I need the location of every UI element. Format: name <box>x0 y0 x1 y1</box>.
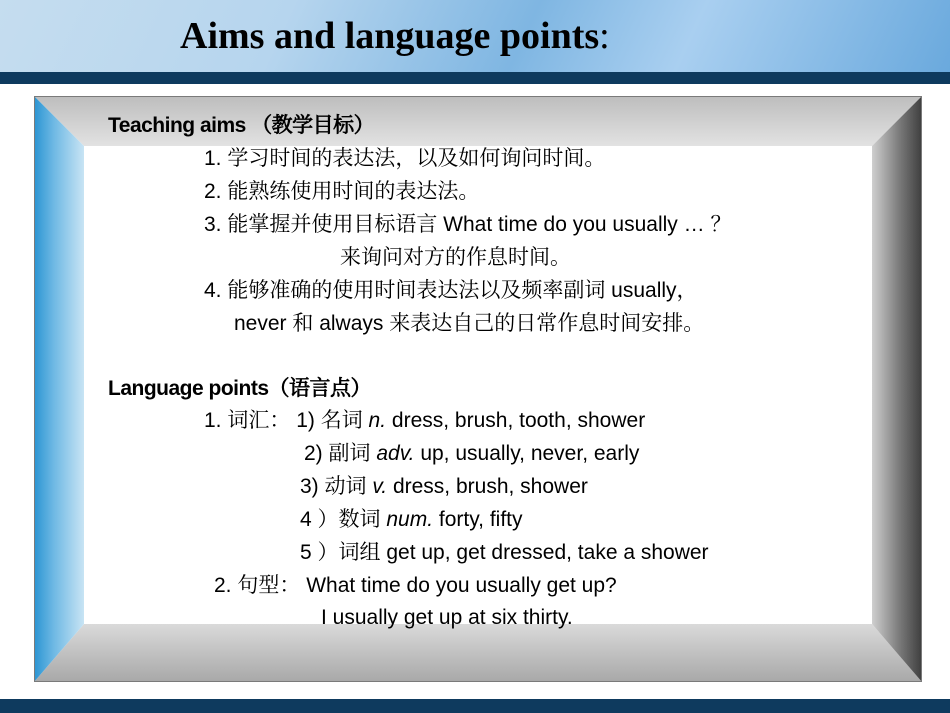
vocab-row-1-words: dress, brush, tooth, shower <box>386 409 646 432</box>
aim-item-3: 3. 能掌握并使用目标语言 What time do you usually … ？ <box>204 213 732 236</box>
vocab-row-2-pos: adv. <box>376 442 415 465</box>
aim-item-3-cont: 来询问对方的作息时间。 <box>340 246 571 269</box>
vocab-row-5-prefix: 5 ）词组 <box>300 541 381 564</box>
vocab-row-3-words: dress, brush, shower <box>387 475 588 498</box>
vocab-row-4-words: forty, fifty <box>433 508 523 531</box>
slide-title-text: Aims and language points <box>180 15 600 57</box>
teaching-aims-heading: Teaching aims （教学目标） <box>108 114 375 137</box>
vocab-row-1-prefix: 1) 名词 <box>296 409 369 432</box>
vocab-label: 1. 词汇： <box>204 409 291 432</box>
aim-item-4-cont: never 和 always 来表达自己的日常作息时间安排。 <box>234 312 705 335</box>
vocab-row-5 <box>300 540 709 566</box>
vocab-row-4-pos: num. <box>386 508 434 531</box>
vocab-row-3 <box>300 474 588 500</box>
vocab-row-3-pos: v. <box>372 475 388 498</box>
language-points-heading: Language points（语言点） <box>108 377 371 400</box>
aim-item-1: 1. 学习时间的表达法，以及如何询问时间。 <box>204 147 606 170</box>
vocab-row-4 <box>300 507 523 533</box>
vocab-row-2-prefix: 2) 副词 <box>304 442 377 465</box>
vocab-row-2 <box>304 441 639 467</box>
sentence-answer: I usually get up at six thirty. <box>321 606 573 629</box>
slide-title-colon: : <box>599 15 610 57</box>
sentence-row <box>214 573 617 599</box>
sentence-label: 2. 句型： <box>214 574 301 597</box>
aim-item-2: 2. 能熟练使用时间的表达法。 <box>204 180 480 203</box>
vocab-row-3-prefix: 3) 动词 <box>300 475 373 498</box>
sentence-question: What time do you usually get up? <box>306 574 617 597</box>
vocab-row-4-prefix: 4 ）数词 <box>300 508 387 531</box>
vocab-row-1-pos: n. <box>368 409 387 432</box>
vocab-row-5-words: get up, get dressed, take a shower <box>380 541 709 564</box>
vocab-row-2-words: up, usually, never, early <box>414 442 640 465</box>
aim-item-4: 4. 能够准确的使用时间表达法以及频率副词 usually， <box>204 279 698 302</box>
vocab-row-1 <box>204 408 645 434</box>
